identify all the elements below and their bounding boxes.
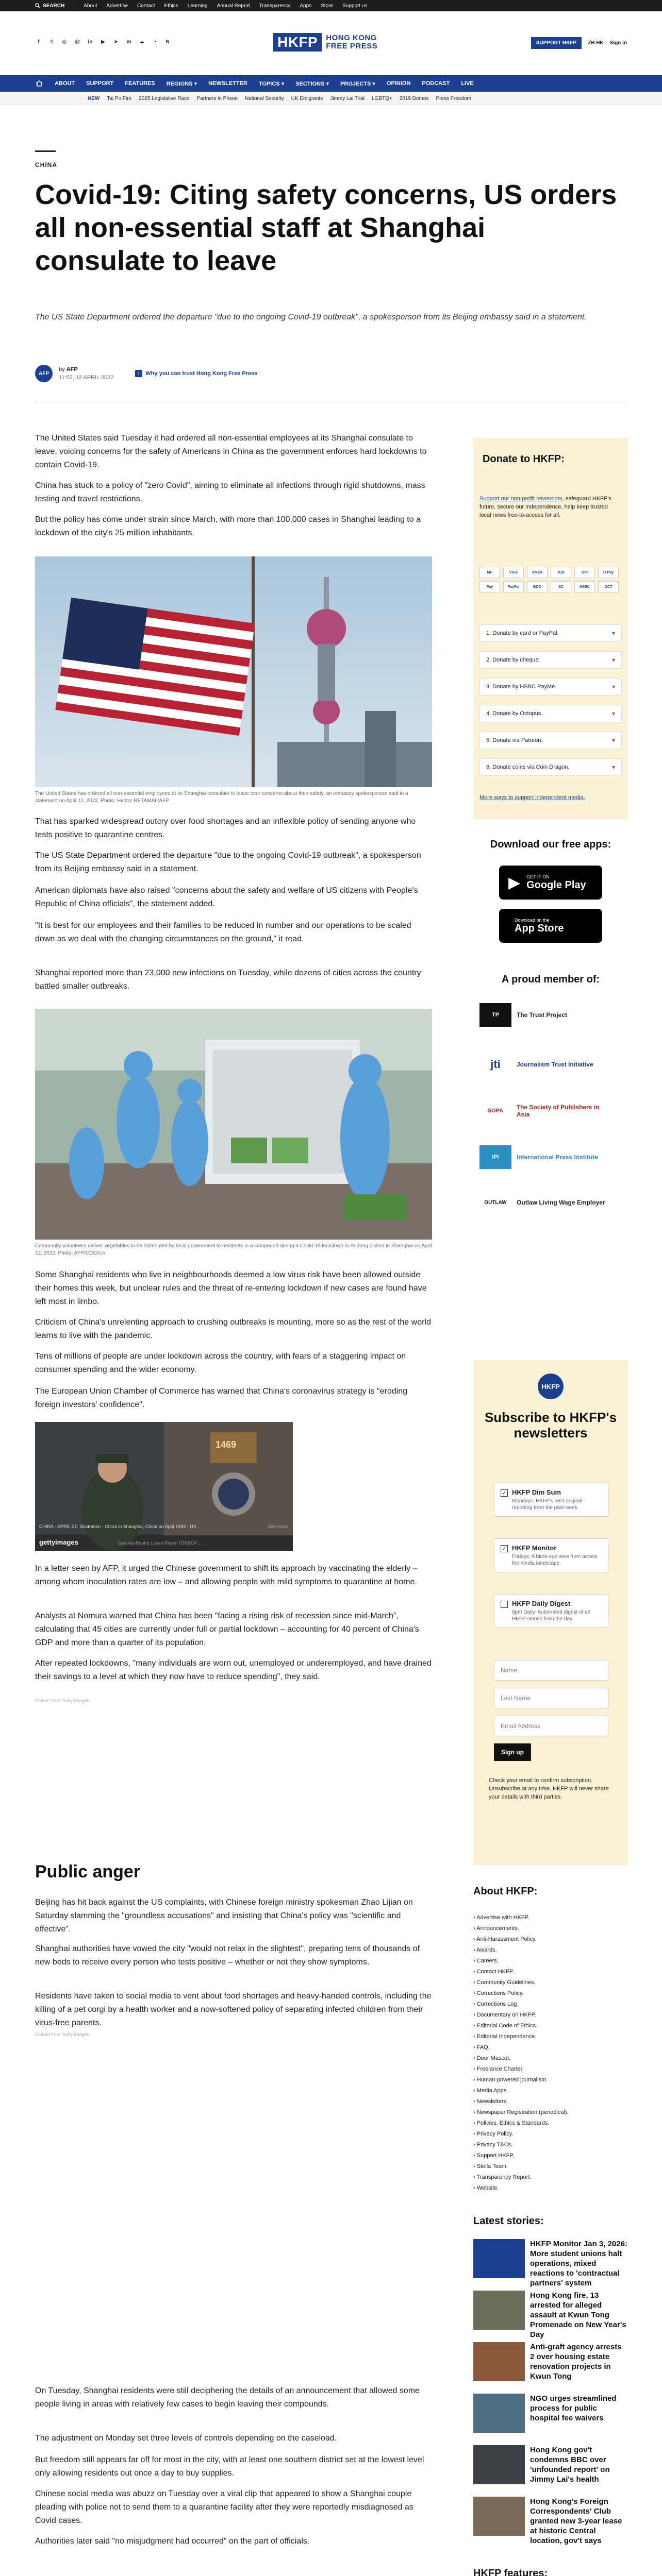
article-paragraph: Chinese social media was abuzz on Tuesday over a viral clip that appeared to show a Shanghai couple pleading with police not to send them to a quarantine facility after they were reportedly misdiagnosed as Covid cases. xyxy=(35,2489,413,2525)
trending-item[interactable]: National Security xyxy=(245,95,284,101)
util-link-learning[interactable]: Learning xyxy=(187,3,208,9)
story-thumbnail xyxy=(473,2497,525,2536)
unionpay-icon: UPI xyxy=(574,567,595,578)
util-link-apps[interactable]: Apps xyxy=(300,3,312,9)
search-icon xyxy=(35,3,40,8)
newsletter-option-desc: 9pm Daily: Automated digest of all HKFP stories from the day. xyxy=(512,1609,590,1622)
article-paragraph: Residents have taken to social media to vent about food shortages and heavy-handed controls, including the killing of a pet corgi by a health worker and a now-softened policy of separating infected children from their virus-free parents. xyxy=(35,1992,432,2027)
donate-option[interactable] xyxy=(479,732,622,749)
instagram-icon[interactable]: ◎ xyxy=(62,39,67,45)
about-link[interactable]: › Freelance Charter. xyxy=(473,2064,628,2075)
about-link[interactable]: › Corrections Policy. xyxy=(473,1988,628,1999)
site-header xyxy=(0,11,662,75)
article-paragraph: But freedom still appears far off for most in the city, with at least one southern district set at the lowest level only allowing residents out once a day to buy supplies. xyxy=(35,2455,424,2478)
donate-option-label: 2. Donate by cheque. xyxy=(486,657,540,663)
member-name: The Trust Project xyxy=(517,1011,568,1019)
story-thumbnail xyxy=(473,2239,525,2278)
nav-regions[interactable] xyxy=(167,80,197,87)
trending-item[interactable]: Jimmy Lai Trial xyxy=(330,95,365,101)
story-title: Hong Kong's Foreign Correspondents' Club granted new 3-year lease at historic Central location, gov't says xyxy=(530,2497,622,2545)
nav-sections-label: SECTIONS xyxy=(295,80,325,87)
photo-caption: The United States has ordered all non-essential employees at its Shanghai consulate to leave over concerns about their safety, an embassy spokesperson said in a statement on April 12, 2022. Photo: Hector RETAMAL/AFP xyxy=(35,791,408,804)
author-avatar: AFP xyxy=(35,365,53,382)
article-standfirst: The US State Department ordered the departure "due to the ongoing Covid-19 outbreak", a spokesperson from its Beijing embassy said in a statement. xyxy=(35,313,587,321)
chevron-down-icon: ▾ xyxy=(326,80,329,87)
about-link[interactable]: › Corrections Log. xyxy=(473,1999,628,2010)
info-icon: i xyxy=(135,370,142,377)
trending-item[interactable]: Press Freedom xyxy=(436,95,471,101)
newsletter-option[interactable] xyxy=(494,1483,608,1517)
checkbox-checked-icon[interactable]: ✓ xyxy=(501,1489,508,1497)
nav-features[interactable]: FEATURES xyxy=(125,80,155,87)
about-links xyxy=(473,1912,628,2194)
trending-item[interactable]: 2025 Legislative Race xyxy=(139,95,190,101)
nav-sections[interactable] xyxy=(295,80,329,87)
trending-item[interactable]: Partners in Prison xyxy=(196,95,238,101)
member-title: A proud member of: xyxy=(501,974,600,985)
donate-option-label: 5. Donate via Patreon. xyxy=(486,737,543,743)
header-actions xyxy=(531,37,627,49)
util-link-ethics[interactable]: Ethics xyxy=(164,3,178,9)
util-link-support[interactable]: Support us xyxy=(342,3,368,9)
about-link[interactable]: › Contact HKFP. xyxy=(473,1967,628,1977)
getty-embed[interactable] xyxy=(35,1422,293,1551)
about-link[interactable]: › Advertise with HKFP. xyxy=(473,1912,628,1923)
trending-item[interactable]: Tai Po Fire xyxy=(107,95,132,101)
social-links xyxy=(35,38,171,45)
about-link[interactable]: › FAQ. xyxy=(473,2042,628,2053)
chevron-down-icon: ▾ xyxy=(611,630,615,637)
embed-credit-line: Embed from Getty Images xyxy=(35,2032,90,2037)
article-paragraph: In a letter seen by AFP, it urged the Chinese government to shift its approach by vaccinating the elderly – among whom inoculation rates are low – and allowing people with mild symptoms to quarantine at home. xyxy=(35,1564,418,1586)
nav-projects-label: PROJECTS xyxy=(340,80,371,87)
donate-option[interactable] xyxy=(479,705,622,722)
newsletter-option[interactable] xyxy=(494,1594,608,1628)
boc-icon: BOC xyxy=(527,581,548,592)
donate-option-label: 1. Donate by card or PayPal. xyxy=(486,630,559,636)
article-paragraph: After repeated lockdowns, "many individuals are worn out, unemployed or underemployed, and have drained their savings to a level at which they now have to reduce spending", they said. xyxy=(35,1659,432,1681)
telegram-icon[interactable]: ➤ xyxy=(113,39,119,45)
newsletter-title: Subscribe to HKFP's newsletters xyxy=(484,1410,617,1440)
util-link-contact[interactable]: Contact xyxy=(137,3,155,9)
linkedin-icon[interactable]: in xyxy=(88,39,93,45)
apple-news-icon[interactable]: N xyxy=(166,39,170,45)
category-rule xyxy=(35,150,56,152)
article-paragraph: Criticism of China's unrelenting approach to crushing outbreaks is mounting, more so as the rest of the world learns to live with the pandemic. xyxy=(35,1318,431,1340)
sign-in-link[interactable]: Sign in xyxy=(609,40,627,46)
story-title: Anti-graft agency arrests 2 over housing estate renovation projects in Kwun Tong xyxy=(530,2343,622,2381)
member-org[interactable] xyxy=(479,1002,614,1028)
hsbc-icon: HSBC xyxy=(574,581,595,592)
more-ways-link[interactable]: More ways to support independent media. xyxy=(479,794,585,801)
nav-support[interactable]: SUPPORT xyxy=(86,80,114,87)
donate-title: Donate to HKFP: xyxy=(483,453,565,465)
chevron-down-icon: ▾ xyxy=(611,737,615,744)
article-photo-flag xyxy=(35,556,432,787)
logo-name xyxy=(326,34,377,50)
about-link[interactable]: › Community Guidelines. xyxy=(473,1977,628,1988)
nav-projects[interactable] xyxy=(340,80,375,87)
paypal-icon: PayPal xyxy=(503,581,524,592)
util-link-transparency[interactable]: Transparency xyxy=(259,3,291,9)
about-link[interactable]: › Website. xyxy=(473,2183,628,2194)
newsletter-option-desc: Fridays: A birds-eye view from across the media landscape. xyxy=(512,1554,598,1566)
about-link[interactable]: › Newspaper Registration (periodical). xyxy=(473,2107,628,2118)
newsletter-note: Check your email to confirm subscription. Unsubscribe at any time. HKFP will never share your details with third parties. xyxy=(489,1777,609,1800)
chevron-down-icon: ▾ xyxy=(611,683,615,690)
trending-label: NEW xyxy=(88,95,100,101)
article-paragraph: Authorities later said "no misjudgment had occurred" on the part of officials. xyxy=(35,2537,310,2546)
search-label: SEARCH xyxy=(43,3,65,9)
article-photo-volunteers xyxy=(35,1009,432,1240)
google-pay-icon: G Pay xyxy=(598,567,619,578)
chevron-down-icon: ▾ xyxy=(611,656,615,664)
article-paragraph: Tens of millions of people are under lockdown across the country, with fears of a staggering impact on consumer spending and the wider economy. xyxy=(35,1352,406,1374)
apple-pay-icon: Pay xyxy=(479,581,500,592)
app-store-big: App Store xyxy=(515,923,564,934)
support-hkfp-button[interactable]: SUPPORT HKFP xyxy=(531,37,582,49)
member-org[interactable] xyxy=(479,1144,614,1171)
google-play-big: Google Play xyxy=(526,879,586,891)
bluesky-icon[interactable]: ☁ xyxy=(139,39,144,45)
article-paragraph: The US State Department ordered the departure "due to the ongoing Covid-19 outbreak", a spokesperson from its Beijing embassy said in a statement. xyxy=(35,851,421,873)
logo-mark: HKFP xyxy=(273,33,322,52)
embed-credit: Gamma-Rapho | Jean Pierre TORBOF... xyxy=(118,1540,201,1546)
donate-option[interactable] xyxy=(479,624,622,642)
rss-icon[interactable]: ◔ xyxy=(153,39,157,45)
util-link-store[interactable]: Store xyxy=(321,3,334,9)
threads-icon[interactable]: @ xyxy=(75,39,80,45)
member-org[interactable] xyxy=(479,1051,614,1078)
about-link[interactable]: › Stella Team. xyxy=(473,2161,628,2172)
apps-title: Download our free apps: xyxy=(490,839,611,850)
google-play-small: GET IT ON xyxy=(526,874,550,879)
latest-story[interactable] xyxy=(473,2394,628,2441)
latest-story[interactable] xyxy=(473,2497,628,2544)
payment-methods xyxy=(479,567,620,592)
chevron-down-icon: ▾ xyxy=(611,764,615,771)
latest-story[interactable] xyxy=(473,2239,628,2286)
mastodon-icon[interactable]: m xyxy=(126,39,131,45)
newsletter-option-title: HKFP Monitor xyxy=(512,1544,557,1552)
visa-icon: VISA xyxy=(503,567,524,578)
donate-option-label: 3. Donate by HSBC PayMe. xyxy=(486,684,557,690)
story-thumbnail xyxy=(473,2342,525,2381)
trust-link[interactable] xyxy=(135,370,257,377)
checkbox-icon[interactable] xyxy=(501,1601,508,1608)
app-store-button[interactable] xyxy=(499,909,602,943)
about-link[interactable]: › Careers. xyxy=(473,1956,628,1967)
story-title: Hong Kong gov't condemns BBC over 'unfounded report' on Jimmy Lai's health xyxy=(530,2446,610,2484)
article-paragraph: That has sparked widespread outcry over food shortages and an inflexible policy of sending anyone who tests positive to quarantine centres. xyxy=(35,817,416,839)
newsletter-option-title: HKFP Daily Digest xyxy=(512,1600,571,1607)
nav-live[interactable]: LIVE xyxy=(461,80,474,87)
donate-option[interactable] xyxy=(479,651,622,669)
nav-opinion[interactable]: OPINION xyxy=(386,80,411,87)
article-paragraph: The European Union Chamber of Commerce has warned that China's coronavirus strategy is "eroding foreign investors' confidence". xyxy=(35,1387,407,1409)
first-name-field[interactable]: Name xyxy=(494,1660,608,1681)
newsletter-option-desc: Mondays: HKFP's best original reporting from the past week. xyxy=(512,1498,583,1511)
util-link-advertise[interactable]: Advertise xyxy=(106,3,128,9)
site-logo[interactable] xyxy=(273,33,377,52)
embed-caption: CHINA - APRIL 01: Illustration - China in Shanghai, China on April 1984 - US ... xyxy=(39,1524,202,1529)
trending-item[interactable]: 2019 Demos xyxy=(399,95,429,101)
about-link[interactable]: › Media Apps. xyxy=(473,2086,628,2096)
standard-chartered-icon: SC xyxy=(551,581,571,592)
jti-logo: jti xyxy=(490,1058,501,1071)
facebook-icon[interactable]: f xyxy=(38,39,40,45)
article-paragraph: On Tuesday, Shanghai residents were still deciphering the details of an announcement that allowed some people living in areas with relatively few cases to begin leaving their compounds. xyxy=(35,2386,420,2409)
embed-see-more[interactable]: See more xyxy=(267,1524,288,1529)
article-paragraph: Shanghai authorities have vowed the city "would not relax in the slightest", preparing tens of thousands of new beds to receive every person who tests positive – whether or not they show symptoms. xyxy=(35,1944,420,1967)
nav-regions-label: REGIONS xyxy=(166,80,193,87)
story-thumbnail xyxy=(473,2394,525,2433)
author-link[interactable]: AFP xyxy=(66,366,78,372)
about-link[interactable]: › Privacy T&Cs. xyxy=(473,2140,628,2150)
byline xyxy=(35,365,257,382)
about-link[interactable]: › Awards. xyxy=(473,1945,628,1956)
embed-credit-line: Embed from Getty Images xyxy=(35,1698,90,1703)
chevron-down-icon: ▾ xyxy=(611,710,615,717)
latest-title: Latest stories: xyxy=(473,2215,544,2227)
section-heading: Public anger xyxy=(35,1862,141,1882)
newsletter-option-title: HKFP Dim Sum xyxy=(512,1488,561,1496)
youtube-icon[interactable]: ▶ xyxy=(101,39,105,45)
sign-up-button[interactable]: Sign up xyxy=(494,1743,531,1761)
home-icon[interactable] xyxy=(35,80,43,87)
article-paragraph: Beijing has hit back against the US complaints, with Chinese foreign ministry spokesman Zhao Lijian on Saturday slamming the "groundless accusations" and insisting that China's policy was "scientific and effective". xyxy=(35,1898,413,1934)
about-link[interactable]: › Editorial Independence. xyxy=(473,2031,628,2042)
octopus-icon: OCT xyxy=(598,581,619,592)
logo-line-1: HONG KONG xyxy=(326,33,377,42)
story-title: NGO urges streamlined process for public hospital fee waivers xyxy=(530,2394,617,2422)
nav-newsletter[interactable]: NEWSLETTER xyxy=(208,80,247,87)
mastercard-icon: MC xyxy=(479,567,500,578)
nav-podcast[interactable]: PODCAST xyxy=(422,80,450,87)
latest-story[interactable] xyxy=(473,2291,628,2338)
chevron-down-icon: ▾ xyxy=(281,80,285,87)
newsletter-option[interactable] xyxy=(494,1538,608,1572)
photo-caption: Community volunteers deliver vegetables to be distributed by local government to residents in a compound during a Covid-19 lockdown in Pudong district in Shanghai on April 12, 2022. Photo: AFP/CCG/Lin xyxy=(35,1243,432,1256)
donate-link[interactable]: Support our non-profit newsroom xyxy=(479,496,562,502)
about-link[interactable]: › Newsletters. xyxy=(473,2096,628,2107)
trending-item[interactable]: LGBTQ+ xyxy=(372,95,392,101)
nav-about[interactable]: ABOUT xyxy=(55,80,75,87)
outlaw-logo: OUTLAW xyxy=(484,1199,507,1206)
about-link[interactable]: › Support HKFP. xyxy=(473,2150,628,2161)
language-switch[interactable]: ZH HK xyxy=(588,40,604,46)
trust-project-logo: TP xyxy=(479,1003,511,1027)
last-name-field[interactable]: Last Name xyxy=(494,1688,608,1708)
member-org[interactable] xyxy=(479,1189,614,1216)
jcb-icon: JCB xyxy=(551,567,571,578)
ipi-logo: IPI xyxy=(479,1145,511,1169)
about-link[interactable]: › Announcements. xyxy=(473,1923,628,1934)
story-thumbnail xyxy=(473,2291,525,2330)
x-twitter-icon[interactable]: 𝕏 xyxy=(49,39,54,45)
donate-option[interactable] xyxy=(479,758,622,776)
features-title: HKFP features: xyxy=(473,2568,548,2576)
donate-option[interactable] xyxy=(479,678,622,696)
donate-text xyxy=(479,495,620,519)
about-link[interactable]: › Editorial Code of Ethics. xyxy=(473,2021,628,2031)
getty-logo[interactable]: gettyimages xyxy=(39,1538,78,1546)
nav-topics-label: TOPICS xyxy=(258,80,280,87)
story-thumbnail xyxy=(473,2445,525,2484)
amex-icon: AMEX xyxy=(527,567,548,578)
about-link[interactable]: › Privacy Policy. xyxy=(473,2129,628,2140)
embed-plate-number: 1469 xyxy=(216,1439,237,1450)
trending-item[interactable]: UK Emigrants xyxy=(291,95,323,101)
nav-topics[interactable] xyxy=(259,80,284,87)
member-name: Outlaw Living Wage Employer xyxy=(517,1199,605,1206)
article-headline: Covid-19: Citing safety concerns, US orders all non-essential staff at Shanghai consulate to leave xyxy=(35,179,617,276)
article-paragraph: Analysts at Nomura warned that China has been "facing a rising risk of recession since mid-March", calculating that 45 cities are currently under full or partial lockdown – accounting for 40 percent of China's GDP and more than a quarter of its population. xyxy=(35,1612,419,1647)
donate-option-label: 4. Donate by Octopus. xyxy=(486,710,543,717)
article-paragraph: China has stuck to a policy of "zero Covid", aiming to eliminate all infections through rigid shutdowns, mass testing and travel restrictions. xyxy=(35,481,425,503)
chevron-down-icon: ▾ xyxy=(194,80,197,87)
latest-story[interactable] xyxy=(473,2445,628,2493)
sopa-logo: SOPA xyxy=(487,1108,504,1114)
util-link-about[interactable]: About xyxy=(84,3,97,9)
member-name: The Society of Publishers in Asia xyxy=(516,1104,600,1118)
util-link-annual-report[interactable]: Annual Report xyxy=(217,3,250,9)
member-org[interactable] xyxy=(479,1097,614,1124)
donate-body: , safeguard HKFP's future, secure our independence, help keep trusted local news free-to-access for all. xyxy=(479,496,611,518)
app-store-small: Download on the xyxy=(515,918,550,923)
article-paragraph: Some Shanghai residents who live in neighbourhoods deemed a low virus risk have been allowed outside their homes this week, but unclear rules and the threat of re-entering lockdown if new cases are found have left most in limbo. xyxy=(35,1270,427,1306)
article-paragraph: American diplomats have also raised "concerns about the safety and welfare of US citizens with People's Republic of China officials", the statement added. xyxy=(35,886,418,908)
story-title: Hong Kong fire, 13 arrested for alleged assault at Kwun Tong Promenade on New Year's Day xyxy=(530,2291,626,2339)
newsletter-logo: HKFP xyxy=(538,1374,564,1399)
member-name: International Press Institute xyxy=(517,1154,599,1161)
utility-bar xyxy=(0,0,662,11)
about-link[interactable]: › Policies, Ethics & Standards. xyxy=(473,2118,628,2129)
about-link[interactable]: › Deer Mascot. xyxy=(473,2053,628,2064)
article-paragraph: The adjustment on Monday set three levels of controls depending on the caseload. xyxy=(35,2434,337,2443)
publish-date: 11:52, 12 APRIL 2022 xyxy=(59,375,114,381)
about-link[interactable]: › Documentary on HKFP. xyxy=(473,2010,628,2021)
about-link[interactable]: › Anti-Harassment Policy. xyxy=(473,1934,628,1945)
story-title: HKFP Monitor Jan 3, 2026: More student unions halt operations, mixed reactions to 'contractual partners' system xyxy=(530,2240,627,2287)
donate-option-label: 6. Donate coins via Coin Dragon. xyxy=(486,764,570,770)
about-title: About HKFP: xyxy=(473,1886,538,1897)
google-play-button[interactable] xyxy=(499,866,602,900)
article-category[interactable]: CHINA xyxy=(35,161,57,168)
article-paragraph: Shanghai reported more than 23,000 new infections on Tuesday, while dozens of cities across the country battled smaller outbreaks. xyxy=(35,969,421,991)
article-paragraph: "It is best for our employees and their families to be reduced in number and our operations to be scaled down as we deal with the changing circumstances on the ground," it read. xyxy=(35,921,411,943)
email-field[interactable]: Email Address xyxy=(494,1716,608,1736)
article-paragraph: The United States said Tuesday it had ordered all non-essential employees at its Shanghai consulate to leave, voicing concerns for the safety of Americans in China as the government enforces hard lockdowns to contain Covid-19. xyxy=(35,434,427,469)
main-nav xyxy=(0,75,662,92)
search-link[interactable] xyxy=(35,3,64,9)
chevron-down-icon: ▾ xyxy=(372,80,375,87)
about-link[interactable]: › Transparency Report. xyxy=(473,2172,628,2183)
byline-text: by AFP 11:52, 12 APRIL 2022 xyxy=(59,366,114,381)
member-name: Journalism Trust Initiative xyxy=(517,1061,593,1068)
google-play-icon: ▶ xyxy=(508,874,521,891)
trust-link-label: Why you can trust Hong Kong Free Press xyxy=(145,370,258,377)
article-paragraph: But the policy has come under strain since March, with more than 100,000 cases in Shanghai leading to a lockdown of the city's 25 million inhabitants. xyxy=(35,515,421,537)
about-link[interactable]: › Human-powered journalism. xyxy=(473,2075,628,2086)
trending-bar xyxy=(0,92,662,105)
logo-line-2: FREE PRESS xyxy=(326,42,378,50)
checkbox-checked-icon[interactable]: ✓ xyxy=(501,1545,508,1552)
latest-story[interactable] xyxy=(473,2342,628,2389)
